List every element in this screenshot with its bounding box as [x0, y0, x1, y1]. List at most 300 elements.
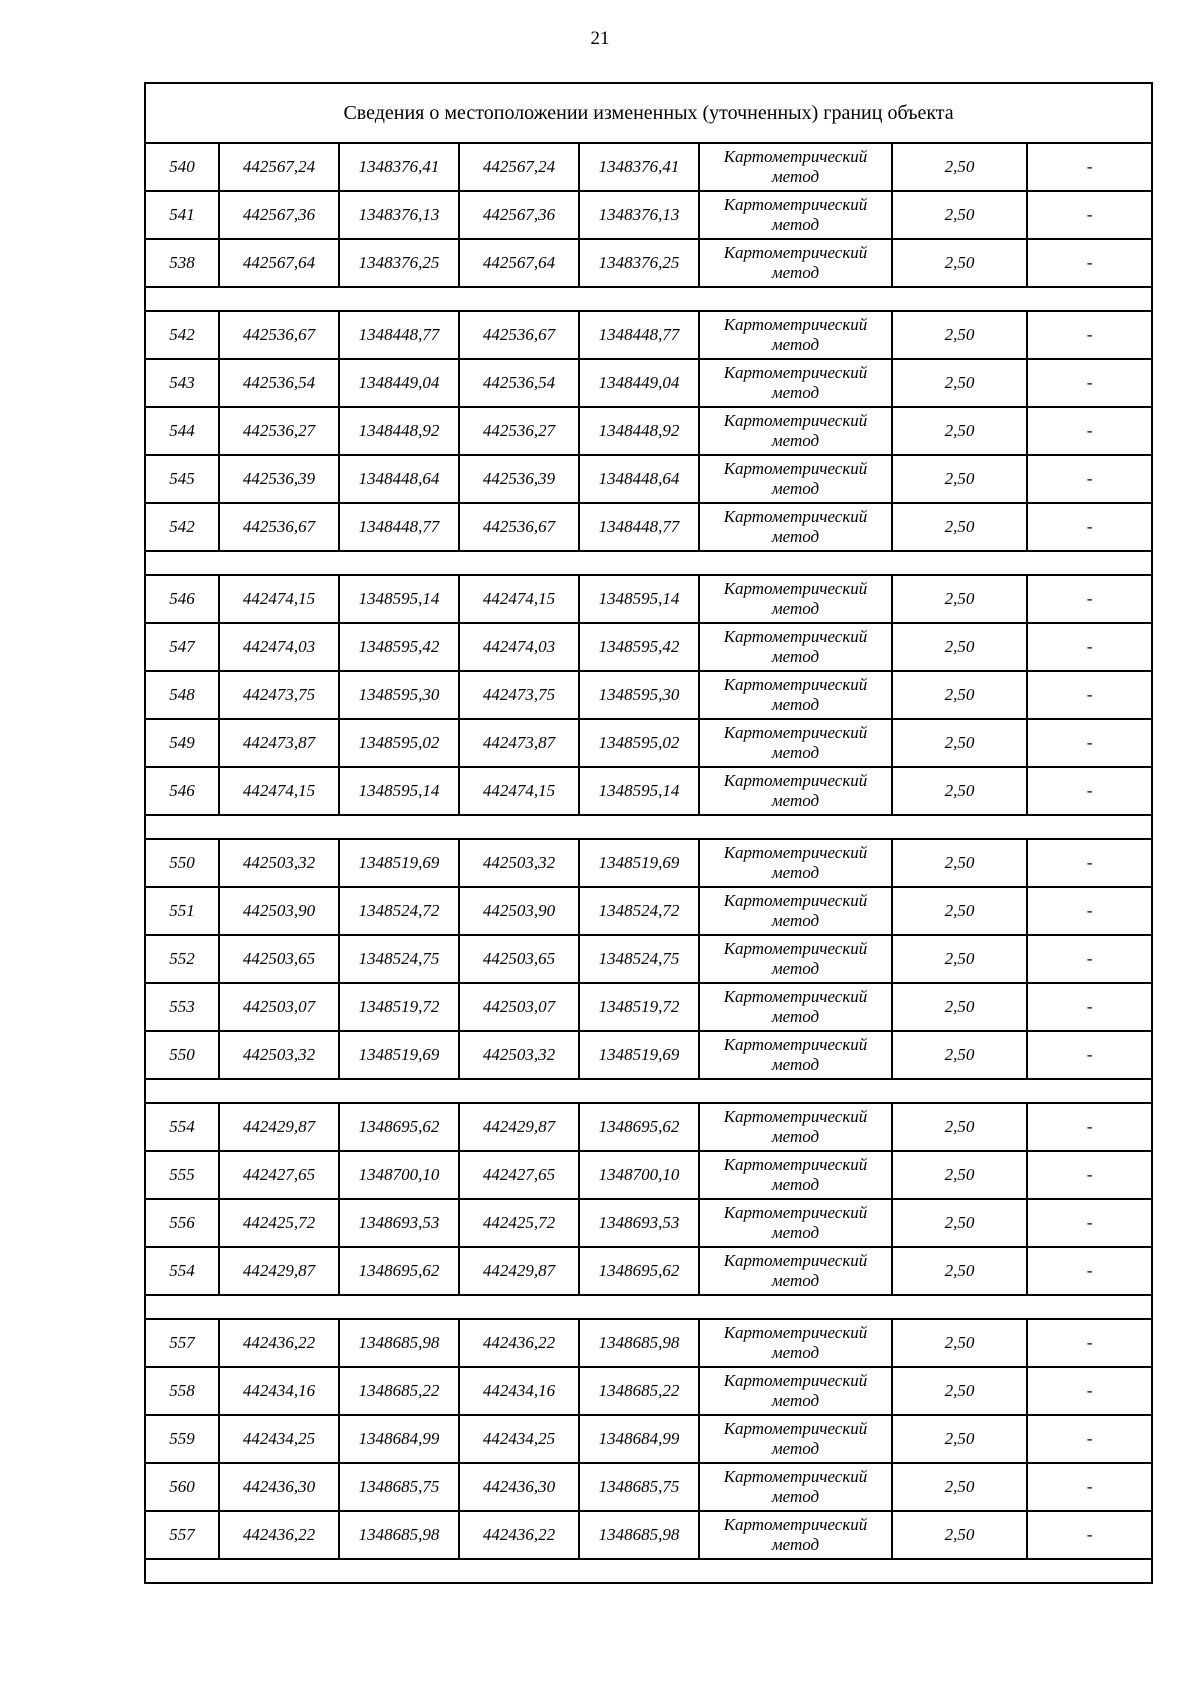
point-number-cell: 550: [145, 1031, 219, 1079]
point-number-cell: 543: [145, 359, 219, 407]
group-separator-row: [145, 1295, 1152, 1319]
refined-x-cell: 442536,27: [459, 407, 579, 455]
refined-y-cell: 1348595,02: [579, 719, 699, 767]
method-line-1: Картометрический: [723, 579, 868, 598]
method-line-2: метод: [771, 911, 820, 930]
table-row: [145, 1103, 1152, 1151]
description-cell: -: [1027, 1415, 1152, 1463]
method-cell: [699, 1247, 892, 1295]
method-line-1: Картометрический: [723, 723, 868, 742]
description-cell: -: [1027, 1463, 1152, 1511]
method-line-2: метод: [771, 647, 820, 666]
refined-x-cell: 442567,36: [459, 191, 579, 239]
accuracy-cell: 2,50: [892, 623, 1027, 671]
method-line-1: Картометрический: [723, 147, 868, 166]
description-cell: -: [1027, 239, 1152, 287]
point-number-cell: 547: [145, 623, 219, 671]
refined-x-cell: 442434,16: [459, 1367, 579, 1415]
existing-y-cell: 1348524,75: [339, 935, 459, 983]
method-line-1: Картометрический: [723, 627, 868, 646]
existing-x-cell: 442536,67: [219, 503, 339, 551]
refined-x-cell: 442436,30: [459, 1463, 579, 1511]
method-line-1: Картометрический: [723, 195, 868, 214]
group-separator-row: [145, 287, 1152, 311]
point-number-cell: 542: [145, 503, 219, 551]
table-title-row: [145, 83, 1152, 143]
point-number-cell: 551: [145, 887, 219, 935]
refined-x-cell: 442429,87: [459, 1103, 579, 1151]
method-cell: [699, 719, 892, 767]
description-cell: -: [1027, 311, 1152, 359]
description-cell: -: [1027, 407, 1152, 455]
method-cell: [699, 1367, 892, 1415]
table-row: [145, 239, 1152, 287]
description-cell: -: [1027, 1511, 1152, 1559]
refined-y-cell: 1348519,69: [579, 839, 699, 887]
table-row: [145, 143, 1152, 191]
existing-y-cell: 1348376,13: [339, 191, 459, 239]
refined-y-cell: 1348524,72: [579, 887, 699, 935]
method-line-2: метод: [771, 1223, 820, 1242]
point-number-cell: 560: [145, 1463, 219, 1511]
refined-x-cell: 442429,87: [459, 1247, 579, 1295]
existing-x-cell: 442427,65: [219, 1151, 339, 1199]
group-separator: [145, 1079, 1152, 1103]
existing-x-cell: 442474,03: [219, 623, 339, 671]
accuracy-cell: 2,50: [892, 191, 1027, 239]
description-cell: -: [1027, 983, 1152, 1031]
refined-x-cell: 442434,25: [459, 1415, 579, 1463]
existing-y-cell: 1348685,22: [339, 1367, 459, 1415]
method-line-1: Картометрический: [723, 939, 868, 958]
refined-y-cell: 1348448,64: [579, 455, 699, 503]
refined-y-cell: 1348448,92: [579, 407, 699, 455]
description-cell: -: [1027, 1031, 1152, 1079]
refined-y-cell: 1348685,98: [579, 1511, 699, 1559]
accuracy-cell: 2,50: [892, 1367, 1027, 1415]
accuracy-cell: 2,50: [892, 1031, 1027, 1079]
description-cell: -: [1027, 575, 1152, 623]
group-separator: [145, 1295, 1152, 1319]
accuracy-cell: 2,50: [892, 455, 1027, 503]
method-cell: [699, 1031, 892, 1079]
existing-y-cell: 1348376,25: [339, 239, 459, 287]
refined-y-cell: 1348449,04: [579, 359, 699, 407]
description-cell: -: [1027, 1367, 1152, 1415]
table-row: [145, 839, 1152, 887]
group-separator-row: [145, 551, 1152, 575]
point-number-cell: 541: [145, 191, 219, 239]
existing-y-cell: 1348595,30: [339, 671, 459, 719]
point-number-cell: 554: [145, 1247, 219, 1295]
point-number-cell: 557: [145, 1511, 219, 1559]
group-separator-row: [145, 1079, 1152, 1103]
point-number-cell: 552: [145, 935, 219, 983]
existing-y-cell: 1348684,99: [339, 1415, 459, 1463]
method-cell: [699, 311, 892, 359]
accuracy-cell: 2,50: [892, 767, 1027, 815]
existing-y-cell: 1348595,14: [339, 575, 459, 623]
method-line-2: метод: [771, 383, 820, 402]
group-separator: [145, 287, 1152, 311]
existing-x-cell: 442503,07: [219, 983, 339, 1031]
refined-x-cell: 442567,24: [459, 143, 579, 191]
method-line-2: метод: [771, 263, 820, 282]
point-number-cell: 538: [145, 239, 219, 287]
point-number-cell: 553: [145, 983, 219, 1031]
accuracy-cell: 2,50: [892, 887, 1027, 935]
method-line-2: метод: [771, 1439, 820, 1458]
existing-x-cell: 442503,32: [219, 839, 339, 887]
existing-y-cell: 1348700,10: [339, 1151, 459, 1199]
refined-y-cell: 1348595,30: [579, 671, 699, 719]
table-row: [145, 1511, 1152, 1559]
refined-x-cell: 442503,65: [459, 935, 579, 983]
existing-x-cell: 442536,54: [219, 359, 339, 407]
description-cell: -: [1027, 671, 1152, 719]
description-cell: -: [1027, 359, 1152, 407]
refined-y-cell: 1348519,69: [579, 1031, 699, 1079]
accuracy-cell: 2,50: [892, 239, 1027, 287]
refined-x-cell: 442425,72: [459, 1199, 579, 1247]
table-title: Сведения о местоположении измененных (уточненных) границ объекта: [145, 83, 1152, 143]
accuracy-cell: 2,50: [892, 311, 1027, 359]
existing-x-cell: 442436,30: [219, 1463, 339, 1511]
method-cell: [699, 1511, 892, 1559]
existing-y-cell: 1348595,14: [339, 767, 459, 815]
description-cell: -: [1027, 839, 1152, 887]
table-row: [145, 1367, 1152, 1415]
method-line-1: Картометрический: [723, 411, 868, 430]
point-number-cell: 557: [145, 1319, 219, 1367]
description-cell: -: [1027, 719, 1152, 767]
method-line-1: Картометрический: [723, 243, 868, 262]
point-number-cell: 555: [145, 1151, 219, 1199]
method-line-2: метод: [771, 167, 820, 186]
refined-y-cell: 1348695,62: [579, 1247, 699, 1295]
method-cell: [699, 767, 892, 815]
table-row: [145, 1463, 1152, 1511]
table-row: [145, 623, 1152, 671]
method-cell: [699, 503, 892, 551]
accuracy-cell: 2,50: [892, 671, 1027, 719]
table-row: [145, 503, 1152, 551]
method-line-1: Картометрический: [723, 771, 868, 790]
method-line-2: метод: [771, 1271, 820, 1290]
existing-x-cell: 442474,15: [219, 767, 339, 815]
existing-x-cell: 442429,87: [219, 1247, 339, 1295]
method-line-1: Картометрический: [723, 675, 868, 694]
refined-y-cell: 1348376,41: [579, 143, 699, 191]
method-line-1: Картометрический: [723, 1203, 868, 1222]
existing-x-cell: 442503,90: [219, 887, 339, 935]
existing-y-cell: 1348448,77: [339, 311, 459, 359]
description-cell: -: [1027, 1247, 1152, 1295]
refined-y-cell: 1348700,10: [579, 1151, 699, 1199]
table-row: [145, 191, 1152, 239]
refined-y-cell: 1348448,77: [579, 311, 699, 359]
description-cell: -: [1027, 767, 1152, 815]
method-line-1: Картометрический: [723, 987, 868, 1006]
existing-x-cell: 442473,87: [219, 719, 339, 767]
refined-y-cell: 1348376,13: [579, 191, 699, 239]
refined-y-cell: 1348519,72: [579, 983, 699, 1031]
method-cell: [699, 1199, 892, 1247]
method-line-1: Картометрический: [723, 1419, 868, 1438]
table-row: [145, 719, 1152, 767]
accuracy-cell: 2,50: [892, 1247, 1027, 1295]
accuracy-cell: 2,50: [892, 575, 1027, 623]
existing-y-cell: 1348695,62: [339, 1103, 459, 1151]
method-cell: [699, 1415, 892, 1463]
refined-x-cell: 442473,87: [459, 719, 579, 767]
method-cell: [699, 143, 892, 191]
method-line-2: метод: [771, 959, 820, 978]
description-cell: -: [1027, 887, 1152, 935]
method-line-2: метод: [771, 743, 820, 762]
accuracy-cell: 2,50: [892, 983, 1027, 1031]
method-line-2: метод: [771, 335, 820, 354]
point-number-cell: 548: [145, 671, 219, 719]
refined-y-cell: 1348685,75: [579, 1463, 699, 1511]
point-number-cell: 554: [145, 1103, 219, 1151]
method-cell: [699, 239, 892, 287]
point-number-cell: 544: [145, 407, 219, 455]
table-row: [145, 1151, 1152, 1199]
description-cell: -: [1027, 455, 1152, 503]
method-cell: [699, 839, 892, 887]
refined-x-cell: 442473,75: [459, 671, 579, 719]
method-line-2: метод: [771, 1175, 820, 1194]
table-row: [145, 1247, 1152, 1295]
boundary-coordinates-table: [144, 82, 1153, 1584]
existing-x-cell: 442567,36: [219, 191, 339, 239]
refined-x-cell: 442536,39: [459, 455, 579, 503]
method-line-2: метод: [771, 1127, 820, 1146]
description-cell: -: [1027, 935, 1152, 983]
existing-x-cell: 442436,22: [219, 1319, 339, 1367]
accuracy-cell: 2,50: [892, 935, 1027, 983]
existing-y-cell: 1348519,69: [339, 1031, 459, 1079]
description-cell: -: [1027, 191, 1152, 239]
refined-x-cell: 442536,67: [459, 503, 579, 551]
method-cell: [699, 407, 892, 455]
group-separator: [145, 551, 1152, 575]
method-line-2: метод: [771, 1007, 820, 1026]
refined-y-cell: 1348685,22: [579, 1367, 699, 1415]
description-cell: -: [1027, 623, 1152, 671]
method-line-1: Картометрический: [723, 363, 868, 382]
table-row: [145, 1199, 1152, 1247]
method-line-1: Картометрический: [723, 315, 868, 334]
existing-x-cell: 442474,15: [219, 575, 339, 623]
accuracy-cell: 2,50: [892, 407, 1027, 455]
table-row: [145, 407, 1152, 455]
existing-y-cell: 1348685,75: [339, 1463, 459, 1511]
description-cell: -: [1027, 503, 1152, 551]
table-row: [145, 935, 1152, 983]
point-number-cell: 540: [145, 143, 219, 191]
refined-y-cell: 1348595,14: [579, 575, 699, 623]
existing-x-cell: 442434,25: [219, 1415, 339, 1463]
refined-y-cell: 1348685,98: [579, 1319, 699, 1367]
method-line-1: Картометрический: [723, 459, 868, 478]
point-number-cell: 546: [145, 767, 219, 815]
table-row: [145, 575, 1152, 623]
accuracy-cell: 2,50: [892, 1463, 1027, 1511]
existing-y-cell: 1348685,98: [339, 1511, 459, 1559]
existing-x-cell: 442567,24: [219, 143, 339, 191]
page-number: 21: [590, 28, 610, 49]
table-row: [145, 887, 1152, 935]
existing-y-cell: 1348376,41: [339, 143, 459, 191]
group-separator-row: [145, 815, 1152, 839]
point-number-cell: 550: [145, 839, 219, 887]
method-cell: [699, 671, 892, 719]
method-line-1: Картометрический: [723, 1155, 868, 1174]
existing-x-cell: 442536,67: [219, 311, 339, 359]
refined-x-cell: 442474,15: [459, 767, 579, 815]
existing-x-cell: 442434,16: [219, 1367, 339, 1415]
method-line-2: метод: [771, 599, 820, 618]
method-line-1: Картометрический: [723, 1323, 868, 1342]
refined-x-cell: 442474,03: [459, 623, 579, 671]
existing-x-cell: 442536,39: [219, 455, 339, 503]
method-cell: [699, 623, 892, 671]
existing-x-cell: 442503,65: [219, 935, 339, 983]
existing-x-cell: 442536,27: [219, 407, 339, 455]
existing-x-cell: 442503,32: [219, 1031, 339, 1079]
method-line-2: метод: [771, 1343, 820, 1362]
method-line-1: Картометрический: [723, 1467, 868, 1486]
method-line-1: Картометрический: [723, 891, 868, 910]
point-number-cell: 545: [145, 455, 219, 503]
accuracy-cell: 2,50: [892, 1199, 1027, 1247]
accuracy-cell: 2,50: [892, 359, 1027, 407]
method-line-2: метод: [771, 479, 820, 498]
point-number-cell: 549: [145, 719, 219, 767]
accuracy-cell: 2,50: [892, 1103, 1027, 1151]
existing-y-cell: 1348693,53: [339, 1199, 459, 1247]
method-line-2: метод: [771, 1487, 820, 1506]
accuracy-cell: 2,50: [892, 1511, 1027, 1559]
existing-y-cell: 1348519,69: [339, 839, 459, 887]
refined-x-cell: 442503,90: [459, 887, 579, 935]
method-cell: [699, 1319, 892, 1367]
point-number-cell: 559: [145, 1415, 219, 1463]
existing-x-cell: 442567,64: [219, 239, 339, 287]
table-row: [145, 983, 1152, 1031]
description-cell: -: [1027, 1151, 1152, 1199]
refined-y-cell: 1348695,62: [579, 1103, 699, 1151]
accuracy-cell: 2,50: [892, 143, 1027, 191]
refined-x-cell: 442436,22: [459, 1319, 579, 1367]
refined-y-cell: 1348376,25: [579, 239, 699, 287]
method-cell: [699, 935, 892, 983]
description-cell: -: [1027, 1319, 1152, 1367]
point-number-cell: 546: [145, 575, 219, 623]
method-cell: [699, 575, 892, 623]
table-row: [145, 1031, 1152, 1079]
table-row: [145, 455, 1152, 503]
accuracy-cell: 2,50: [892, 1415, 1027, 1463]
method-line-2: метод: [771, 695, 820, 714]
method-line-2: метод: [771, 527, 820, 546]
existing-y-cell: 1348685,98: [339, 1319, 459, 1367]
table-row: [145, 671, 1152, 719]
existing-y-cell: 1348524,72: [339, 887, 459, 935]
table-row: [145, 1319, 1152, 1367]
method-line-2: метод: [771, 1055, 820, 1074]
method-line-2: метод: [771, 863, 820, 882]
existing-y-cell: 1348449,04: [339, 359, 459, 407]
table-row: [145, 311, 1152, 359]
refined-x-cell: 442427,65: [459, 1151, 579, 1199]
accuracy-cell: 2,50: [892, 503, 1027, 551]
refined-y-cell: 1348595,14: [579, 767, 699, 815]
point-number-cell: 542: [145, 311, 219, 359]
table-row: [145, 767, 1152, 815]
description-cell: -: [1027, 1103, 1152, 1151]
method-line-1: Картометрический: [723, 1035, 868, 1054]
method-line-1: Картометрический: [723, 1107, 868, 1126]
method-cell: [699, 1463, 892, 1511]
method-cell: [699, 1103, 892, 1151]
refined-x-cell: 442474,15: [459, 575, 579, 623]
accuracy-cell: 2,50: [892, 1151, 1027, 1199]
group-separator: [145, 815, 1152, 839]
method-line-1: Картометрический: [723, 1371, 868, 1390]
table-row: [145, 359, 1152, 407]
refined-y-cell: 1348684,99: [579, 1415, 699, 1463]
refined-y-cell: 1348595,42: [579, 623, 699, 671]
method-cell: [699, 191, 892, 239]
refined-x-cell: 442436,22: [459, 1511, 579, 1559]
method-line-1: Картометрический: [723, 507, 868, 526]
refined-y-cell: 1348524,75: [579, 935, 699, 983]
existing-y-cell: 1348595,02: [339, 719, 459, 767]
accuracy-cell: 2,50: [892, 719, 1027, 767]
refined-x-cell: 442567,64: [459, 239, 579, 287]
existing-x-cell: 442425,72: [219, 1199, 339, 1247]
point-number-cell: 558: [145, 1367, 219, 1415]
method-cell: [699, 887, 892, 935]
refined-x-cell: 442536,67: [459, 311, 579, 359]
accuracy-cell: 2,50: [892, 839, 1027, 887]
method-line-2: метод: [771, 431, 820, 450]
method-line-2: метод: [771, 1535, 820, 1554]
method-line-1: Картометрический: [723, 1251, 868, 1270]
existing-y-cell: 1348448,64: [339, 455, 459, 503]
existing-x-cell: 442429,87: [219, 1103, 339, 1151]
refined-x-cell: 442503,32: [459, 1031, 579, 1079]
existing-x-cell: 442473,75: [219, 671, 339, 719]
refined-y-cell: 1348448,77: [579, 503, 699, 551]
existing-x-cell: 442436,22: [219, 1511, 339, 1559]
existing-y-cell: 1348448,77: [339, 503, 459, 551]
accuracy-cell: 2,50: [892, 1319, 1027, 1367]
group-separator-row: [145, 1559, 1152, 1583]
description-cell: -: [1027, 1199, 1152, 1247]
method-line-1: Картометрический: [723, 1515, 868, 1534]
method-line-1: Картометрический: [723, 843, 868, 862]
table-row: [145, 1415, 1152, 1463]
existing-y-cell: 1348595,42: [339, 623, 459, 671]
method-cell: [699, 455, 892, 503]
existing-y-cell: 1348695,62: [339, 1247, 459, 1295]
method-cell: [699, 983, 892, 1031]
refined-x-cell: 442503,07: [459, 983, 579, 1031]
